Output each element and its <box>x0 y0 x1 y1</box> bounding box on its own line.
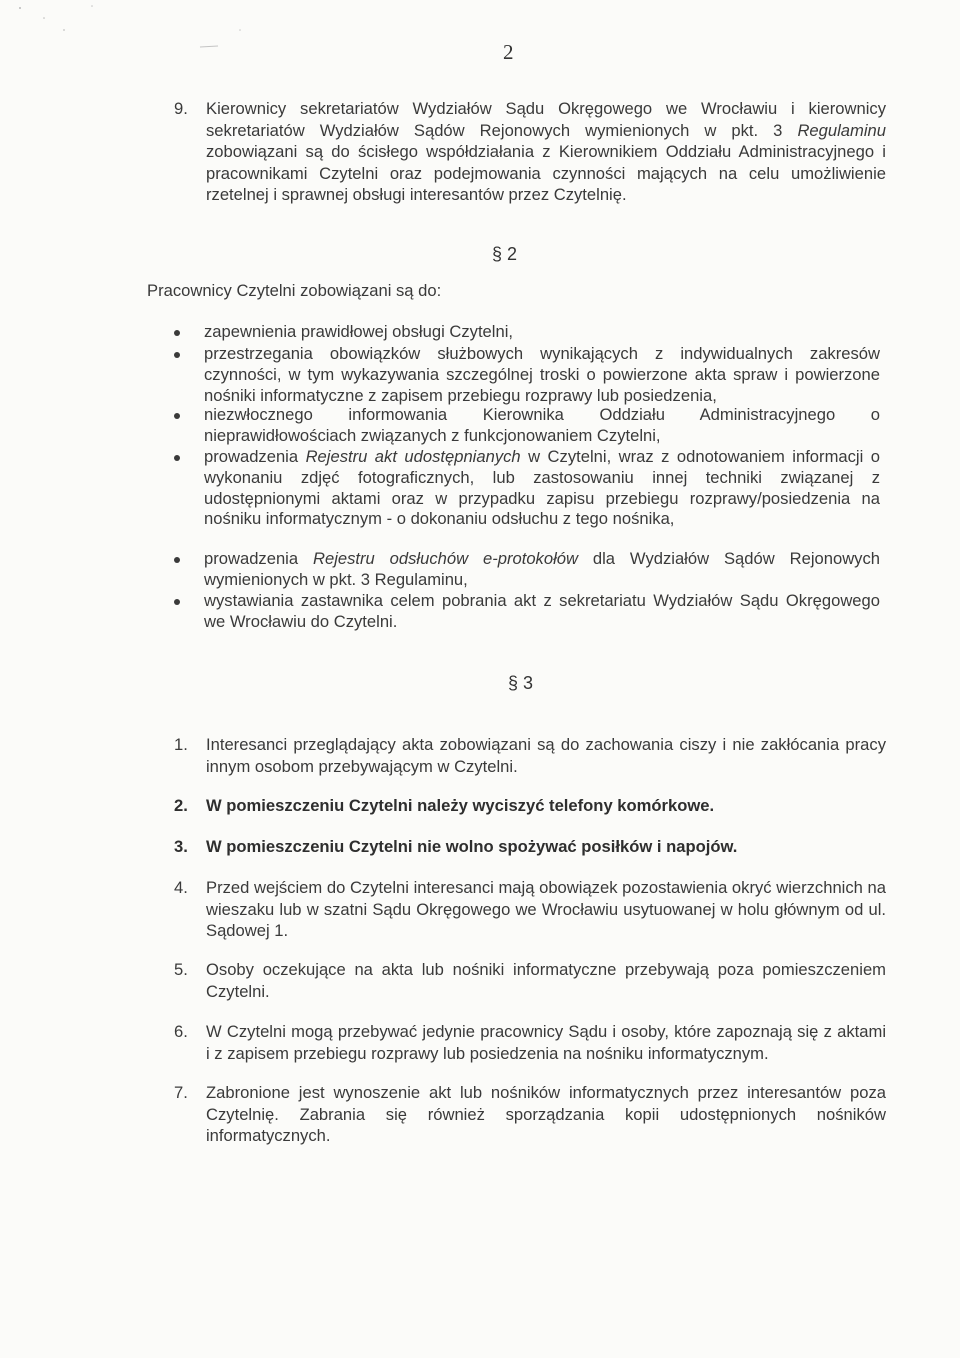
bullet-icon <box>174 413 180 419</box>
bullet-item: przestrzegania obowiązków służbowych wynikających z indywidualnych zakresów czynności, w tym wykazywania szczególnej troski o powierzone akta spraw i powierzone nośniki informatyczne z zapisem przebiegu rozprawy lub posiedzenia, <box>174 344 880 406</box>
bullet-item: zapewnienia prawidłowej obsługi Czytelni, <box>174 322 880 343</box>
bullet-icon <box>174 352 180 358</box>
bullet-icon <box>174 557 180 563</box>
bullet-item: wystawiania zastawnika celem pobrania akt z sekretariatu Wydziałów Sądu Okręgowego we Wrocławiu do Czytelni. <box>174 591 880 633</box>
item-9-text: Kierownicy sekretariatów Wydziałów Sądu Okręgowego we Wrocławiu i kierownicy sekretariatów Wydziałów Sądów Rejonowych wymienionych w pkt. 3 Regulaminu zobowiązani są do ścisłego współdziałania z Kierownikiem Oddziału Administracyjnego i pracownikami Czytelni oraz podejmowania czynności mających na celu umożliwienie rzetelnej i sprawnej obsługi interesantów przez Czytelnię. <box>206 99 886 205</box>
item-9-number: 9. <box>174 99 188 118</box>
bullet-item: prowadzenia Rejestru akt udostępnianych w Czytelni, wraz z odnotowaniem informacji o wykonaniu zdjęć fotograficznych, lub zastosowaniu innej techniki związanej z udostępnionymi aktami oraz w przypadku zapisu przebiegu rozprawy/posiedzenia na nośniku informatycznym - o dokonaniu odsłuchu z tego nośnika, <box>174 447 880 530</box>
bullet-icon <box>174 330 180 336</box>
item-9 <box>174 98 886 206</box>
list-item: 5. Osoby oczekujące na akta lub nośniki informatyczne przebywają poza pomieszczeniem Czytelni. <box>174 960 886 1001</box>
list-item: 3. W pomieszczeniu Czytelni nie wolno spożywać posiłków i napojów. <box>174 837 738 856</box>
bullet-item: prowadzenia Rejestru odsłuchów e-protokołów dla Wydziałów Sądów Rejonowych wymienionych w pkt. 3 Regulaminu, <box>174 549 880 591</box>
section-2-intro: Pracownicy Czytelni zobowiązani są do: <box>147 281 442 300</box>
list-item: 7. Zabronione jest wynoszenie akt lub nośników informatycznych przez interesantów poza Czytelnię. Zabrania się również sporządzania kopii udostępnionych nośników informatycznych. <box>174 1083 886 1146</box>
list-item: 6. W Czytelni mogą przebywać jedynie pracownicy Sądu i osoby, które zapoznają się z aktami i z zapisem przebiegu rozprawy lub posiedzenia na nośniku informatycznym. <box>174 1022 886 1063</box>
list-item: 2. W pomieszczeniu Czytelni należy wyciszyć telefony komórkowe. <box>174 796 715 815</box>
list-item: 4. Przed wejściem do Czytelni interesanci mają obowiązek pozostawienia okryć wierzchnich na wieszaku lub w szatni Sądu Okręgowego we Wrocławiu usytuowanej w holu głównym od ul. Sądowej 1. <box>174 878 886 941</box>
bullet-icon <box>174 455 180 461</box>
list-item: 1. Interesanci przeglądający akta zobowiązani są do zachowania ciszy i nie zakłócania pracy innym osobom przebywającym w Czytelni. <box>174 735 886 776</box>
bullet-icon <box>174 599 180 605</box>
bullet-item: niezwłocznego informowania Kierownika Oddziału Administracyjnego o nieprawidłowościach związanych z funkcjonowaniem Czytelni, <box>174 405 880 447</box>
section-3-heading: § 3 <box>508 673 534 693</box>
page-number: 2 <box>503 40 514 64</box>
section-2-heading: § 2 <box>492 244 518 264</box>
